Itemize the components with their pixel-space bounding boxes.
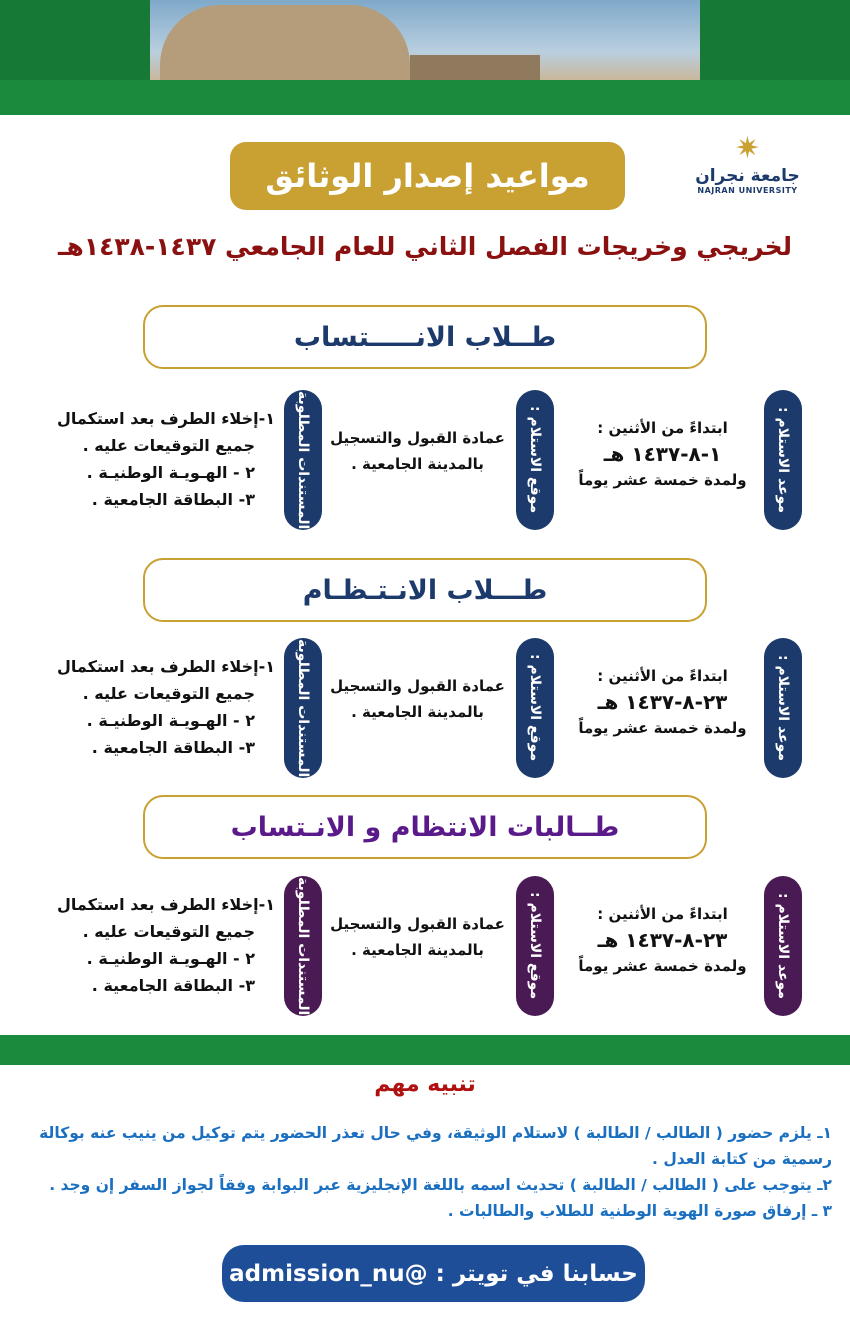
document-item: ٣- البطاقة الجامعية .: [91, 976, 255, 995]
notes-title: تنبيه مهم: [374, 1072, 476, 1097]
documents-list: [25, 405, 275, 513]
note-item: ٣ ـ إرفاق صورة الهوية الوطنية للطلاب والطالبات .: [447, 1202, 832, 1220]
date-line: ابتداءً من الأثنين :: [597, 667, 728, 685]
document-item: جميع التوقيعات عليه .: [82, 436, 255, 455]
university-logo: [690, 132, 805, 218]
date-line: ١-٨-١٤٣٧ هـ: [603, 442, 722, 466]
date-line: ولمدة خمسة عشر يوماً: [578, 471, 747, 489]
date-block: [565, 415, 760, 493]
subtitle: لخريجي وخريجات الفصل الثاني للعام الجامعي ١٤٣٧-١٤٣٨هـ: [57, 232, 793, 261]
date-line: ولمدة خمسة عشر يوماً: [578, 957, 747, 975]
date-line: ابتداءً من الأثنين :: [597, 905, 728, 923]
logo-arabic: جامعة نجران: [695, 166, 800, 186]
page-title: مواعيد إصدار الوثائق: [230, 142, 625, 210]
document-item: ٣- البطاقة الجامعية .: [91, 738, 255, 757]
document-item: ١-إخلاء الطرف بعد استكمال: [56, 895, 275, 914]
header-banner-photo: [0, 0, 850, 115]
logo-english: NAJRAN UNIVERSITY: [697, 186, 798, 195]
banner-decoration: [700, 0, 850, 80]
section-heading: طــالبات الانتظام و الانـتساب: [143, 795, 707, 859]
documents-label: المستندات المطلوبة: [284, 638, 322, 778]
date-line: ولمدة خمسة عشر يوماً: [578, 719, 747, 737]
location-line: عمادة القبول والتسجيل: [330, 677, 505, 695]
date-label: موعد الاستلام :: [764, 876, 802, 1016]
document-item: جميع التوقيعات عليه .: [82, 684, 255, 703]
location-block: [325, 673, 510, 725]
location-label: موقع الاستلام :: [516, 390, 554, 530]
university-building: [410, 55, 540, 80]
twitter-account[interactable]: حسابنا في تويتر : @admission_nu: [222, 1245, 645, 1302]
green-divider: [0, 1035, 850, 1065]
date-line: ٢٣-٨-١٤٣٧ هـ: [597, 690, 728, 714]
notes-list: [20, 1120, 832, 1224]
location-block: [325, 911, 510, 963]
note-item: ٢ـ يتوجب على ( الطالب / الطالبة ) تحديث اسمه باللغة الإنجليزية عبر البوابة وفقاً لجواز السفر إن وجد .: [49, 1176, 832, 1194]
location-label: موقع الاستلام :: [516, 876, 554, 1016]
date-line: ابتداءً من الأثنين :: [597, 419, 728, 437]
university-building: [160, 5, 410, 80]
note-item: ١ـ يلزم حضور ( الطالب / الطالبة ) لاستلام الوثيقة، وفي حال تعذر الحضور يتم توكيل من ينيب عنه بوكالة رسمية من كتابة العدل .: [39, 1124, 832, 1168]
location-line: بالمدينة الجامعية .: [351, 703, 484, 721]
document-item: ١-إخلاء الطرف بعد استكمال: [56, 409, 275, 428]
documents-list: [25, 653, 275, 761]
location-label: موقع الاستلام :: [516, 638, 554, 778]
section-heading: طــلاب الانـــــتساب: [143, 305, 707, 369]
document-item: ٢ - الهـويـة الوطنيـة .: [86, 711, 255, 730]
document-item: ١-إخلاء الطرف بعد استكمال: [56, 657, 275, 676]
date-label: موعد الاستلام :: [764, 390, 802, 530]
document-item: ٢ - الهـويـة الوطنيـة .: [86, 949, 255, 968]
date-block: [565, 663, 760, 741]
banner-decoration: [0, 0, 150, 80]
section-heading: طـــلاب الانـتـظـام: [143, 558, 707, 622]
date-block: [565, 901, 760, 979]
location-line: بالمدينة الجامعية .: [351, 455, 484, 473]
location-line: عمادة القبول والتسجيل: [330, 429, 505, 447]
green-band: [0, 80, 850, 115]
document-item: جميع التوقيعات عليه .: [82, 922, 255, 941]
document-item: ٢ - الهـويـة الوطنيـة .: [86, 463, 255, 482]
date-line: ٢٣-٨-١٤٣٧ هـ: [597, 928, 728, 952]
location-block: [325, 425, 510, 477]
location-line: بالمدينة الجامعية .: [351, 941, 484, 959]
logo-star-icon: ✷: [734, 131, 761, 166]
documents-list: [25, 891, 275, 999]
documents-label: المستندات المطلوبة: [284, 390, 322, 530]
document-item: ٣- البطاقة الجامعية .: [91, 490, 255, 509]
date-label: موعد الاستلام :: [764, 638, 802, 778]
location-line: عمادة القبول والتسجيل: [330, 915, 505, 933]
documents-label: المستندات المطلوبة: [284, 876, 322, 1016]
